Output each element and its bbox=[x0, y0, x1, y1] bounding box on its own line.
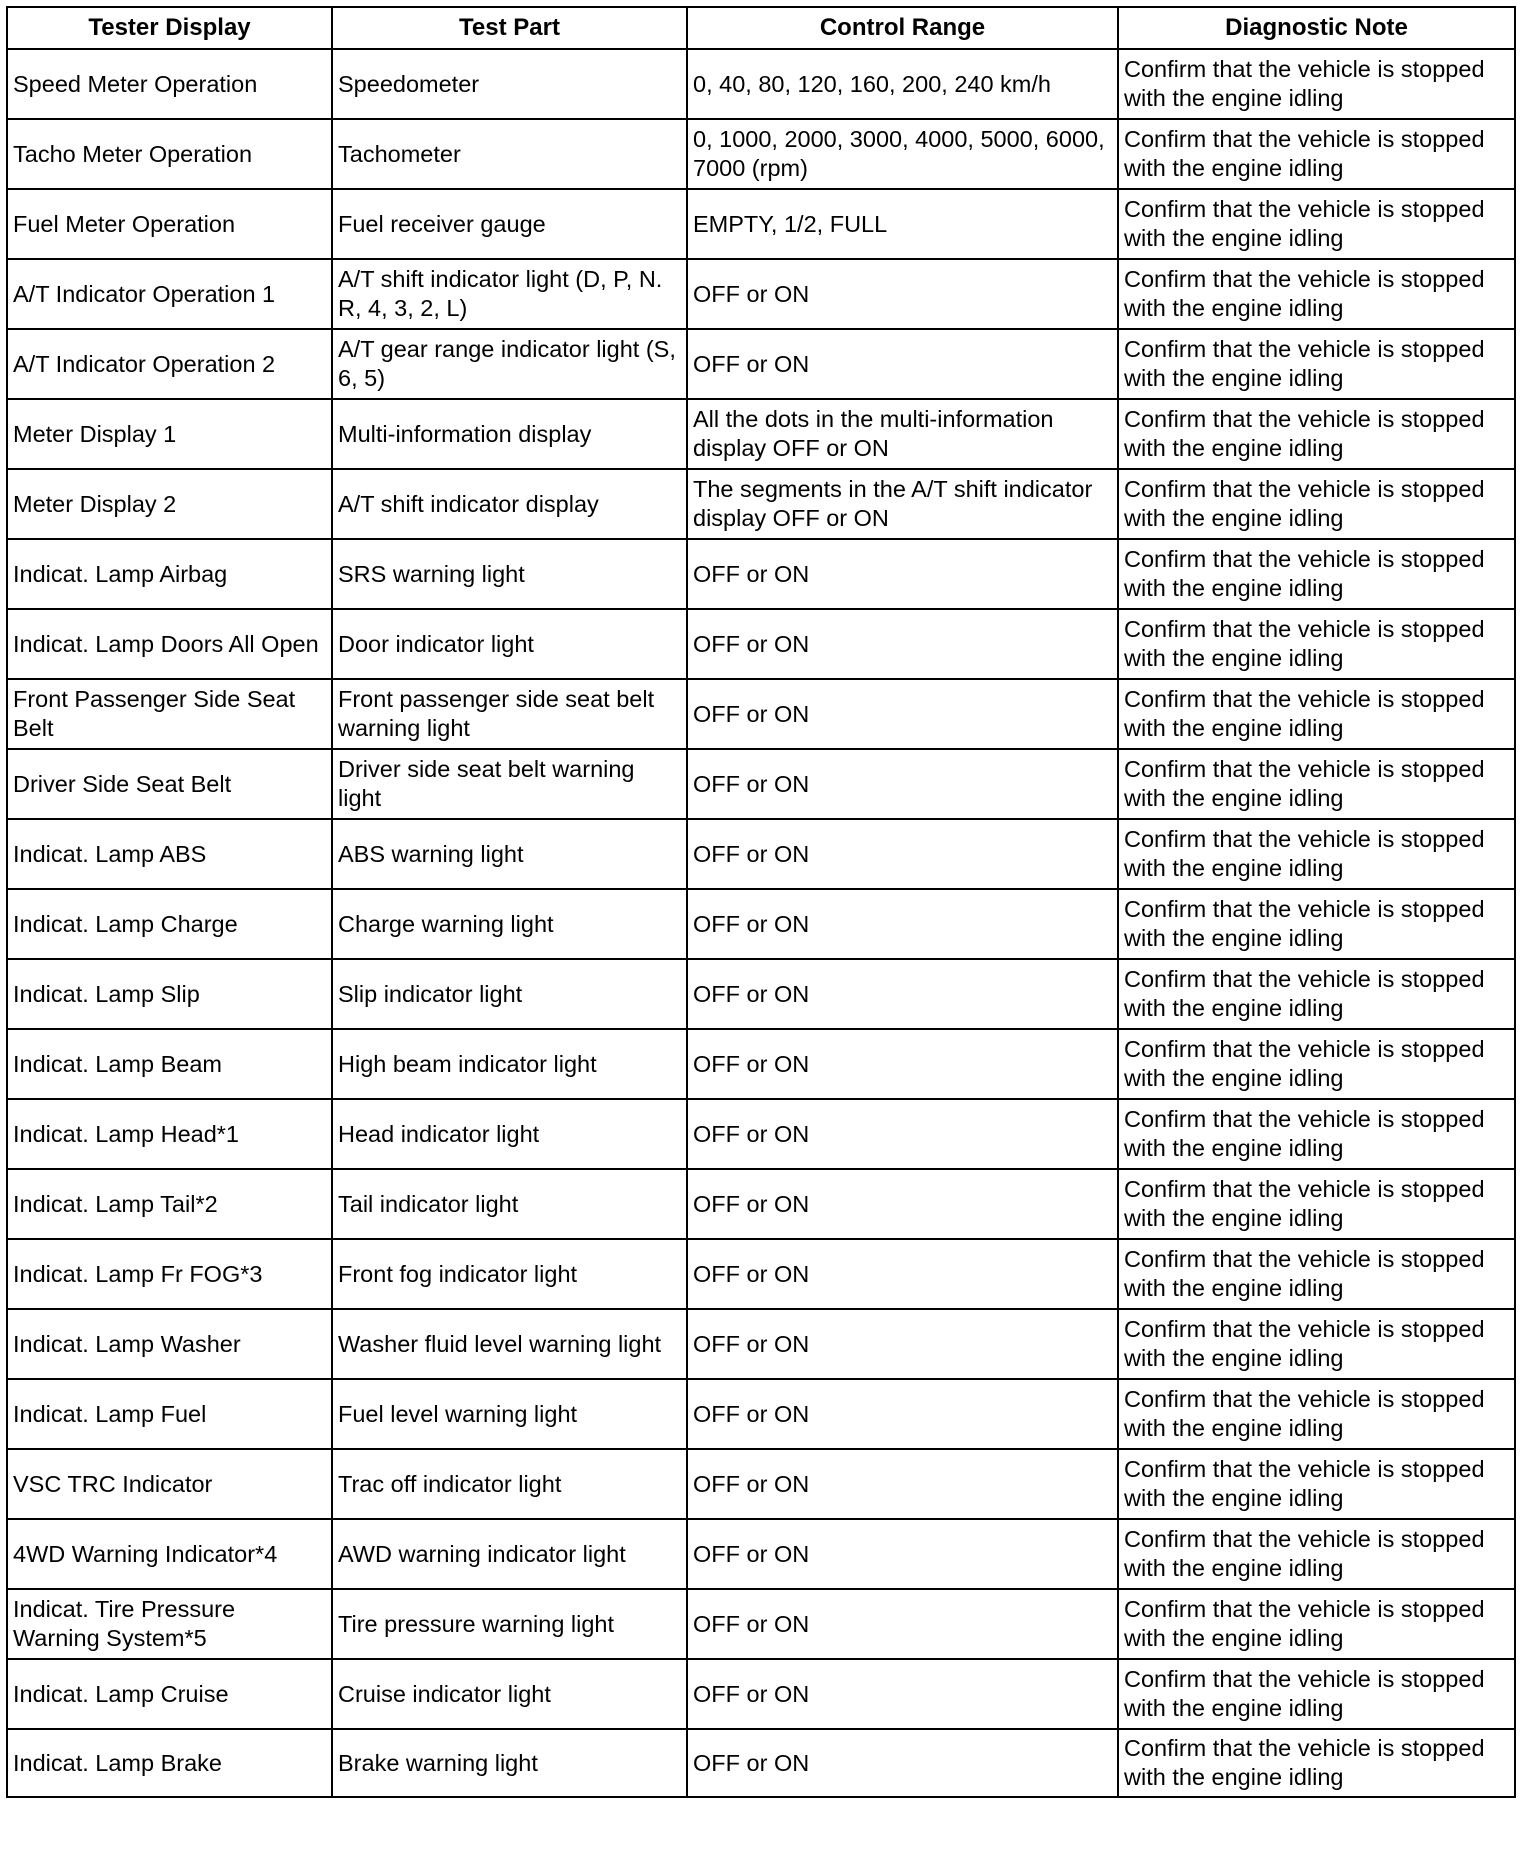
cell-control-range: OFF or ON bbox=[687, 889, 1118, 959]
cell-tester-display: Meter Display 2 bbox=[7, 469, 332, 539]
table-row bbox=[7, 189, 1515, 259]
cell-diagnostic-note: Confirm that the vehicle is stopped with the engine idling bbox=[1118, 1309, 1515, 1379]
cell-diagnostic-note: Confirm that the vehicle is stopped with the engine idling bbox=[1118, 609, 1515, 679]
cell-control-range: OFF or ON bbox=[687, 1659, 1118, 1729]
cell-diagnostic-note: Confirm that the vehicle is stopped with the engine idling bbox=[1118, 749, 1515, 819]
document-page bbox=[6, 6, 1514, 1798]
cell-control-range: EMPTY, 1/2, FULL bbox=[687, 189, 1118, 259]
header-tester-display: Tester Display bbox=[7, 7, 332, 49]
table-row bbox=[7, 819, 1515, 889]
cell-control-range: OFF or ON bbox=[687, 329, 1118, 399]
table-row bbox=[7, 49, 1515, 119]
table-row bbox=[7, 259, 1515, 329]
cell-tester-display: Indicat. Lamp Cruise bbox=[7, 1659, 332, 1729]
cell-control-range: OFF or ON bbox=[687, 1029, 1118, 1099]
cell-test-part: Charge warning light bbox=[332, 889, 687, 959]
cell-control-range: OFF or ON bbox=[687, 749, 1118, 819]
cell-test-part: Trac off indicator light bbox=[332, 1449, 687, 1519]
header-row bbox=[7, 7, 1515, 49]
cell-test-part: Front passenger side seat belt warning light bbox=[332, 679, 687, 749]
cell-test-part: Driver side seat belt warning light bbox=[332, 749, 687, 819]
cell-diagnostic-note: Confirm that the vehicle is stopped with the engine idling bbox=[1118, 1029, 1515, 1099]
table-row bbox=[7, 1239, 1515, 1309]
cell-test-part: A/T shift indicator display bbox=[332, 469, 687, 539]
cell-tester-display: 4WD Warning Indicator*4 bbox=[7, 1519, 332, 1589]
cell-control-range: OFF or ON bbox=[687, 1099, 1118, 1169]
cell-tester-display: Indicat. Lamp Washer bbox=[7, 1309, 332, 1379]
cell-test-part: AWD warning indicator light bbox=[332, 1519, 687, 1589]
table-row bbox=[7, 1589, 1515, 1659]
cell-control-range: OFF or ON bbox=[687, 1519, 1118, 1589]
cell-diagnostic-note: Confirm that the vehicle is stopped with the engine idling bbox=[1118, 819, 1515, 889]
cell-test-part: Slip indicator light bbox=[332, 959, 687, 1029]
table-row bbox=[7, 1729, 1515, 1797]
cell-control-range: 0, 40, 80, 120, 160, 200, 240 km/h bbox=[687, 49, 1118, 119]
cell-test-part: Door indicator light bbox=[332, 609, 687, 679]
cell-control-range: The segments in the A/T shift indicator display OFF or ON bbox=[687, 469, 1118, 539]
cell-diagnostic-note: Confirm that the vehicle is stopped with the engine idling bbox=[1118, 539, 1515, 609]
cell-diagnostic-note: Confirm that the vehicle is stopped with the engine idling bbox=[1118, 1589, 1515, 1659]
cell-tester-display: Indicat. Lamp Slip bbox=[7, 959, 332, 1029]
cell-control-range: OFF or ON bbox=[687, 959, 1118, 1029]
cell-control-range: 0, 1000, 2000, 3000, 4000, 5000, 6000, 7000 (rpm) bbox=[687, 119, 1118, 189]
cell-tester-display: VSC TRC Indicator bbox=[7, 1449, 332, 1519]
table-row bbox=[7, 1169, 1515, 1239]
cell-test-part: Speedometer bbox=[332, 49, 687, 119]
cell-control-range: OFF or ON bbox=[687, 1589, 1118, 1659]
table-row bbox=[7, 609, 1515, 679]
cell-tester-display: Indicat. Lamp Head*1 bbox=[7, 1099, 332, 1169]
cell-test-part: Washer fluid level warning light bbox=[332, 1309, 687, 1379]
cell-control-range: OFF or ON bbox=[687, 1169, 1118, 1239]
cell-tester-display: Front Passenger Side Seat Belt bbox=[7, 679, 332, 749]
cell-test-part: A/T gear range indicator light (S, 6, 5) bbox=[332, 329, 687, 399]
cell-test-part: Cruise indicator light bbox=[332, 1659, 687, 1729]
cell-test-part: Tachometer bbox=[332, 119, 687, 189]
table-header bbox=[7, 7, 1515, 49]
cell-diagnostic-note: Confirm that the vehicle is stopped with the engine idling bbox=[1118, 679, 1515, 749]
cell-diagnostic-note: Confirm that the vehicle is stopped with the engine idling bbox=[1118, 1239, 1515, 1309]
cell-control-range: All the dots in the multi-information display OFF or ON bbox=[687, 399, 1118, 469]
cell-tester-display: Indicat. Lamp Charge bbox=[7, 889, 332, 959]
cell-diagnostic-note: Confirm that the vehicle is stopped with the engine idling bbox=[1118, 119, 1515, 189]
table-row bbox=[7, 1449, 1515, 1519]
table-row bbox=[7, 1099, 1515, 1169]
table-row bbox=[7, 1029, 1515, 1099]
cell-diagnostic-note: Confirm that the vehicle is stopped with the engine idling bbox=[1118, 399, 1515, 469]
cell-control-range: OFF or ON bbox=[687, 1729, 1118, 1797]
table-row bbox=[7, 329, 1515, 399]
cell-tester-display: Speed Meter Operation bbox=[7, 49, 332, 119]
cell-tester-display: Fuel Meter Operation bbox=[7, 189, 332, 259]
cell-diagnostic-note: Confirm that the vehicle is stopped with the engine idling bbox=[1118, 1449, 1515, 1519]
cell-control-range: OFF or ON bbox=[687, 1239, 1118, 1309]
table-row bbox=[7, 679, 1515, 749]
cell-diagnostic-note: Confirm that the vehicle is stopped with the engine idling bbox=[1118, 1729, 1515, 1797]
cell-diagnostic-note: Confirm that the vehicle is stopped with the engine idling bbox=[1118, 1379, 1515, 1449]
cell-test-part: Fuel receiver gauge bbox=[332, 189, 687, 259]
cell-tester-display: Indicat. Lamp Beam bbox=[7, 1029, 332, 1099]
table-row bbox=[7, 119, 1515, 189]
cell-test-part: Multi-information display bbox=[332, 399, 687, 469]
cell-diagnostic-note: Confirm that the vehicle is stopped with the engine idling bbox=[1118, 469, 1515, 539]
table-row bbox=[7, 1379, 1515, 1449]
cell-control-range: OFF or ON bbox=[687, 819, 1118, 889]
cell-tester-display: Driver Side Seat Belt bbox=[7, 749, 332, 819]
cell-tester-display: A/T Indicator Operation 1 bbox=[7, 259, 332, 329]
cell-control-range: OFF or ON bbox=[687, 679, 1118, 749]
cell-control-range: OFF or ON bbox=[687, 1309, 1118, 1379]
cell-test-part: Tail indicator light bbox=[332, 1169, 687, 1239]
cell-control-range: OFF or ON bbox=[687, 1379, 1118, 1449]
cell-test-part: Tire pressure warning light bbox=[332, 1589, 687, 1659]
cell-diagnostic-note: Confirm that the vehicle is stopped with the engine idling bbox=[1118, 49, 1515, 119]
cell-diagnostic-note: Confirm that the vehicle is stopped with the engine idling bbox=[1118, 1519, 1515, 1589]
cell-test-part: ABS warning light bbox=[332, 819, 687, 889]
table-row bbox=[7, 539, 1515, 609]
cell-diagnostic-note: Confirm that the vehicle is stopped with the engine idling bbox=[1118, 1169, 1515, 1239]
cell-diagnostic-note: Confirm that the vehicle is stopped with the engine idling bbox=[1118, 189, 1515, 259]
cell-test-part: Front fog indicator light bbox=[332, 1239, 687, 1309]
cell-control-range: OFF or ON bbox=[687, 539, 1118, 609]
table-row bbox=[7, 469, 1515, 539]
table-body bbox=[7, 49, 1515, 1797]
cell-tester-display: Indicat. Lamp Tail*2 bbox=[7, 1169, 332, 1239]
cell-tester-display: Indicat. Lamp Doors All Open bbox=[7, 609, 332, 679]
cell-tester-display: Indicat. Lamp Airbag bbox=[7, 539, 332, 609]
cell-diagnostic-note: Confirm that the vehicle is stopped with the engine idling bbox=[1118, 259, 1515, 329]
cell-tester-display: Indicat. Lamp Brake bbox=[7, 1729, 332, 1797]
cell-tester-display: Meter Display 1 bbox=[7, 399, 332, 469]
cell-diagnostic-note: Confirm that the vehicle is stopped with the engine idling bbox=[1118, 1099, 1515, 1169]
table-row bbox=[7, 749, 1515, 819]
cell-diagnostic-note: Confirm that the vehicle is stopped with the engine idling bbox=[1118, 959, 1515, 1029]
active-test-table bbox=[6, 6, 1516, 1798]
cell-control-range: OFF or ON bbox=[687, 259, 1118, 329]
cell-test-part: SRS warning light bbox=[332, 539, 687, 609]
table-row bbox=[7, 1519, 1515, 1589]
cell-tester-display: Indicat. Lamp Fr FOG*3 bbox=[7, 1239, 332, 1309]
cell-tester-display: Indicat. Lamp Fuel bbox=[7, 1379, 332, 1449]
cell-tester-display: Indicat. Tire Pressure Warning System*5 bbox=[7, 1589, 332, 1659]
cell-control-range: OFF or ON bbox=[687, 609, 1118, 679]
table-row bbox=[7, 959, 1515, 1029]
header-control-range: Control Range bbox=[687, 7, 1118, 49]
cell-test-part: A/T shift indicator light (D, P, N. R, 4, 3, 2, L) bbox=[332, 259, 687, 329]
cell-control-range: OFF or ON bbox=[687, 1449, 1118, 1519]
cell-diagnostic-note: Confirm that the vehicle is stopped with the engine idling bbox=[1118, 329, 1515, 399]
cell-tester-display: Indicat. Lamp ABS bbox=[7, 819, 332, 889]
header-diagnostic-note: Diagnostic Note bbox=[1118, 7, 1515, 49]
table-row bbox=[7, 1309, 1515, 1379]
cell-tester-display: A/T Indicator Operation 2 bbox=[7, 329, 332, 399]
table-row bbox=[7, 1659, 1515, 1729]
header-test-part: Test Part bbox=[332, 7, 687, 49]
cell-diagnostic-note: Confirm that the vehicle is stopped with the engine idling bbox=[1118, 1659, 1515, 1729]
cell-test-part: Brake warning light bbox=[332, 1729, 687, 1797]
cell-test-part: High beam indicator light bbox=[332, 1029, 687, 1099]
cell-tester-display: Tacho Meter Operation bbox=[7, 119, 332, 189]
table-row bbox=[7, 399, 1515, 469]
cell-test-part: Fuel level warning light bbox=[332, 1379, 687, 1449]
cell-diagnostic-note: Confirm that the vehicle is stopped with the engine idling bbox=[1118, 889, 1515, 959]
table-row bbox=[7, 889, 1515, 959]
cell-test-part: Head indicator light bbox=[332, 1099, 687, 1169]
